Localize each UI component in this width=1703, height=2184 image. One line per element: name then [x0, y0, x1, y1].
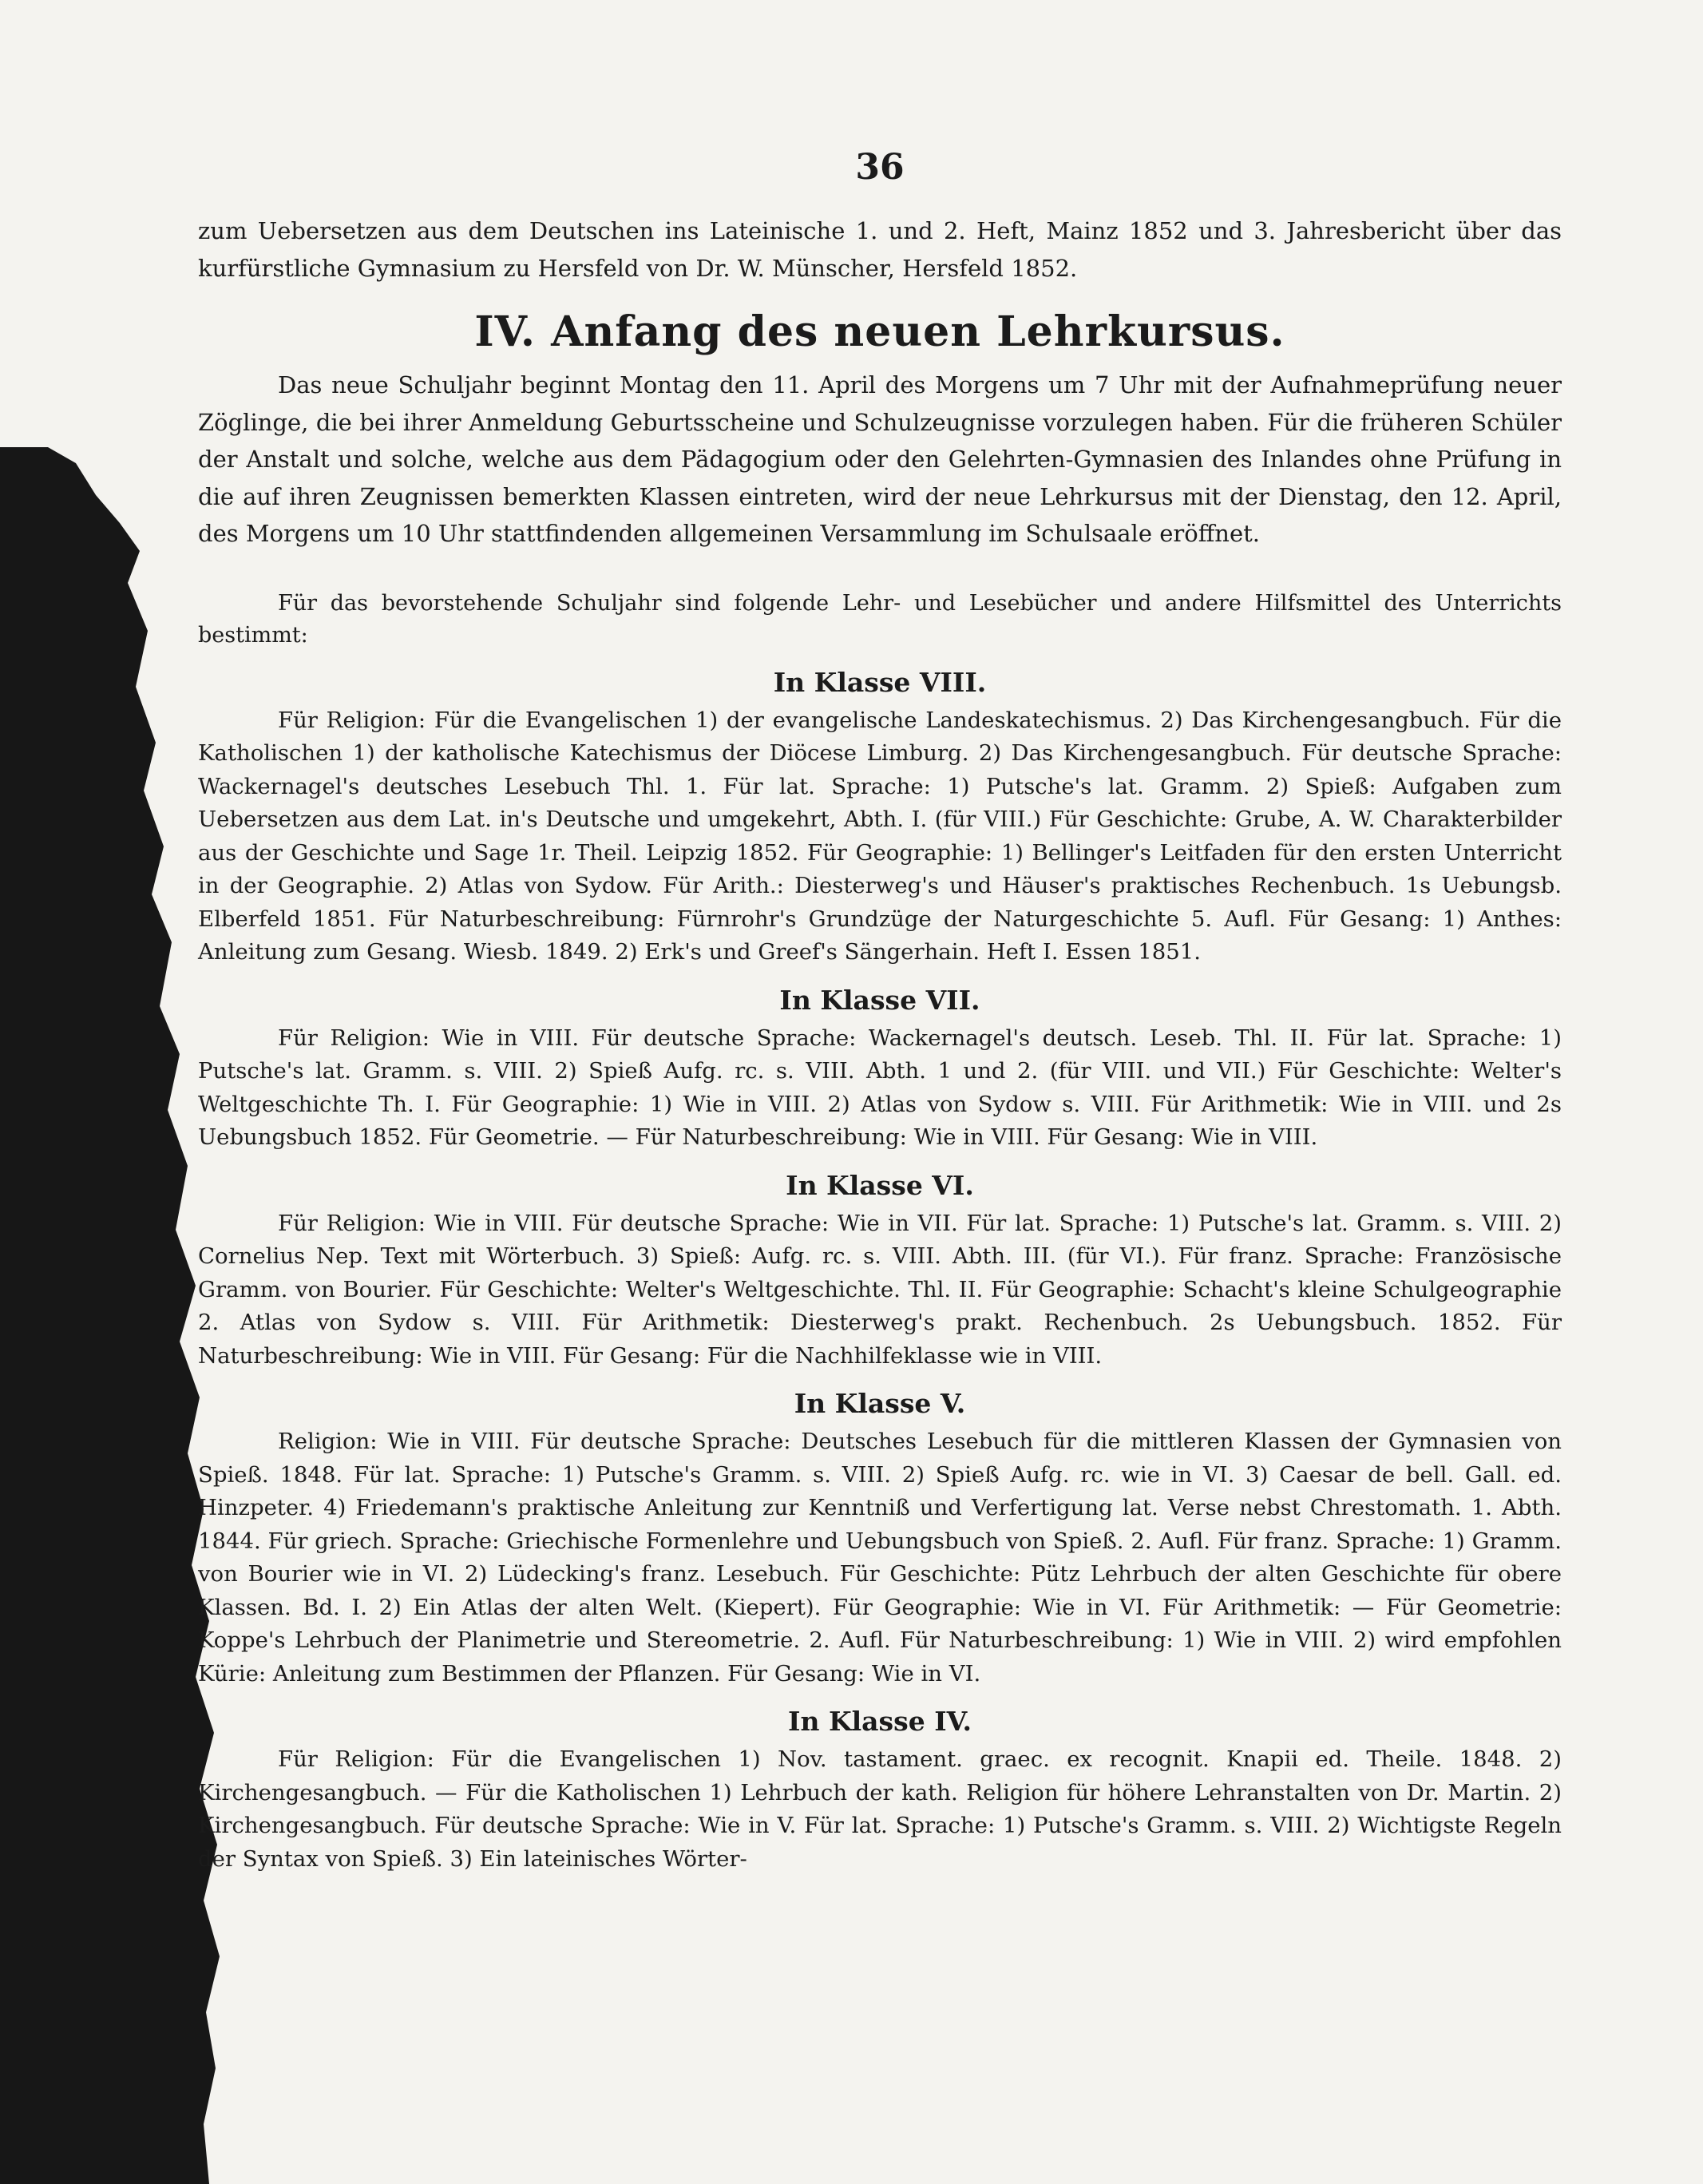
section-paragraph: Das neue Schuljahr beginnt Montag den 11. April des Morgens um 7 Uhr mit der Aufnahmeprüfung neuer Zöglinge, die bei ihrer Anmeldung Geburtsscheine und Schulzeugnisse vorzulegen haben. Für die früheren Schüler der Anstalt und solche, welche aus dem Pädagogium oder den Gelehrten-Gymnasien des Inlandes ohne Prüfung in die auf ihren Zeugnissen bemerkten Klassen eintreten, wird der neue Lehrkursus mit der Dienstag, den 12. April, des Morgens um 10 Uhr stattfindenden allgemeinen Versammlung im Schulsaale eröffnet.	[198, 371, 1562, 547]
class-heading: In Klasse VII.	[779, 984, 980, 1016]
class-heading: In Klasse IV.	[788, 1706, 972, 1737]
class-heading: In Klasse V.	[794, 1388, 966, 1419]
class-text: Für Religion: Für die Evangelischen 1) der evangelische Landeskatechismus. 2) Das Kirchengesangbuch. Für die Katholischen 1) der katholische Katechismus der Diöcese Limburg. 2) Das Kirchengesangbuch. Für deutsche Sprache: Wackernagel's deutsches Lesebuch Thl. 1. Für lat. Sprache: 1) Putsche's lat. Gramm. 2) Spieß: Aufgaben zum Uebersetzen aus dem Lat. in's Deutsche und umgekehrt, Abth. I. (für VIII.) Für Geschichte: Grube, A. W. Charakterbilder aus der Geschichte und Sage 1r. Theil. Leipzig 1852. Für Geographie: 1) Bellinger's Leitfaden für den ersten Unterricht in der Geographie. 2) Atlas von Sydow. Für Arith.: Diesterweg's und Häuser's praktisches Rechenbuch. 1s Uebungsb. Elberfeld 1851. Für Naturbeschreibung: Fürnrohr's Grundzüge der Naturgeschichte 5. Aufl. Für Gesang: 1) Anthes: Anleitung zum Gesang. Wiesb. 1849. 2) Erk's und Greef's Sängerhain. Heft I. Essen 1851.	[198, 707, 1562, 965]
continuation-paragraph: zum Uebersetzen aus dem Deutschen ins Lateinische 1. und 2. Heft, Mainz 1852 und 3. Jahresbericht über das kurfürstliche Gymnasium zu Hersfeld von Dr. W. Münscher, Hersfeld 1852.	[198, 217, 1562, 282]
class-section-vii	[198, 982, 1562, 1155]
class-heading: In Klasse VI.	[786, 1169, 974, 1201]
class-heading: In Klasse VIII.	[773, 666, 987, 698]
page-number: 36	[855, 147, 905, 188]
class-text: Religion: Wie in VIII. Für deutsche Sprache: Deutsches Lesebuch für die mittleren Klassen der Gymnasien von Spieß. 1848. Für lat. Sprache: 1) Putsche's Gramm. s. VIII. 2) Spieß Aufg. rc. wie in VI. 3) Caesar de bell. Gall. ed. Hinzpeter. 4) Friedemann's praktische Anleitung zur Kenntniß und Verfertigung lat. Verse nebst Chrestomath. 1. Abth. 1844. Für griech. Sprache: Griechische Formenlehre und Uebungsbuch von Spieß. 2. Aufl. Für franz. Sprache: 1) Gramm. von Bourier wie in VI. 2) Lüdecking's franz. Lesebuch. Für Geschichte: Pütz Lehrbuch der alten Geschichte für obere Klassen. Bd. I. 2) Ein Atlas der alten Welt. (Kiepert). Für Geographie: Wie in VI. Für Arithmetik: — Für Geometrie: Koppe's Lehrbuch der Planimetrie und Stereometrie. 2. Aufl. Für Naturbeschreibung: 1) Wie in VIII. 2) wird empfohlen Kürie: Anleitung zum Bestimmen der Pflanzen. Für Gesang: Wie in VI.	[198, 1429, 1562, 1687]
torn-page-edge	[0, 447, 232, 2184]
class-text: Für Religion: Wie in VIII. Für deutsche Sprache: Wackernagel's deutsch. Leseb. Thl. II. Für lat. Sprache: 1) Putsche's lat. Gramm. s. VIII. 2) Spieß Aufg. rc. s. VIII. Abth. 1 und 2. (für VIII. und VII.) Für Geschichte: Welter's Weltgeschichte Th. I. Für Geographie: 1) Wie in VIII. 2) Atlas von Sydow s. VIII. Für Arithmetik: Wie in VIII. und 2s Uebungsbuch 1852. Für Geometrie. — Für Naturbeschreibung: Wie in VIII. Für Gesang: Wie in VIII.	[198, 1025, 1562, 1150]
class-section-vi	[198, 1167, 1562, 1373]
books-intro: Für das bevorstehende Schuljahr sind folgende Lehr- und Lesebücher und andere Hilfsmittel des Unterrichts bestimmt:	[198, 590, 1562, 648]
section-heading: IV. Anfang des neuen Lehrkursus.	[474, 307, 1285, 356]
class-text: Für Religion: Wie in VIII. Für deutsche Sprache: Wie in VII. Für lat. Sprache: 1) Putsche's lat. Gramm. s. VIII. 2) Cornelius Nep. Text mit Wörterbuch. 3) Spieß: Aufg. rc. s. VIII. Abth. III. (für VI.). Für franz. Sprache: Französische Gramm. von Bourier. Für Geschichte: Welter's Weltgeschichte. Thl. II. Für Geographie: Schacht's kleine Schulgeographie 2. Atlas von Sydow s. VIII. Für Arithmetik: Diesterweg's prakt. Rechenbuch. 2s Uebungsbuch. 1852. Für Naturbeschreibung: Wie in VIII. Für Gesang: Für die Nachhilfeklasse wie in VIII.	[198, 1210, 1562, 1369]
page-content	[198, 144, 1562, 1876]
class-section-v	[198, 1385, 1562, 1691]
class-section-iv	[198, 1703, 1562, 1876]
class-section-viii	[198, 664, 1562, 969]
class-text: Für Religion: Für die Evangelischen 1) Nov. tastament. graec. ex recognit. Knapii ed. Theile. 1848. 2) Kirchengesangbuch. — Für die Katholischen 1) Lehrbuch der kath. Religion für höhere Lehranstalten von Dr. Martin. 2) Kirchengesangbuch. Für deutsche Sprache: Wie in V. Für lat. Sprache: 1) Putsche's Gramm. s. VIII. 2) Wichtigste Regeln der Syntax von Spieß. 3) Ein lateinisches Wörter-	[198, 1746, 1562, 1872]
